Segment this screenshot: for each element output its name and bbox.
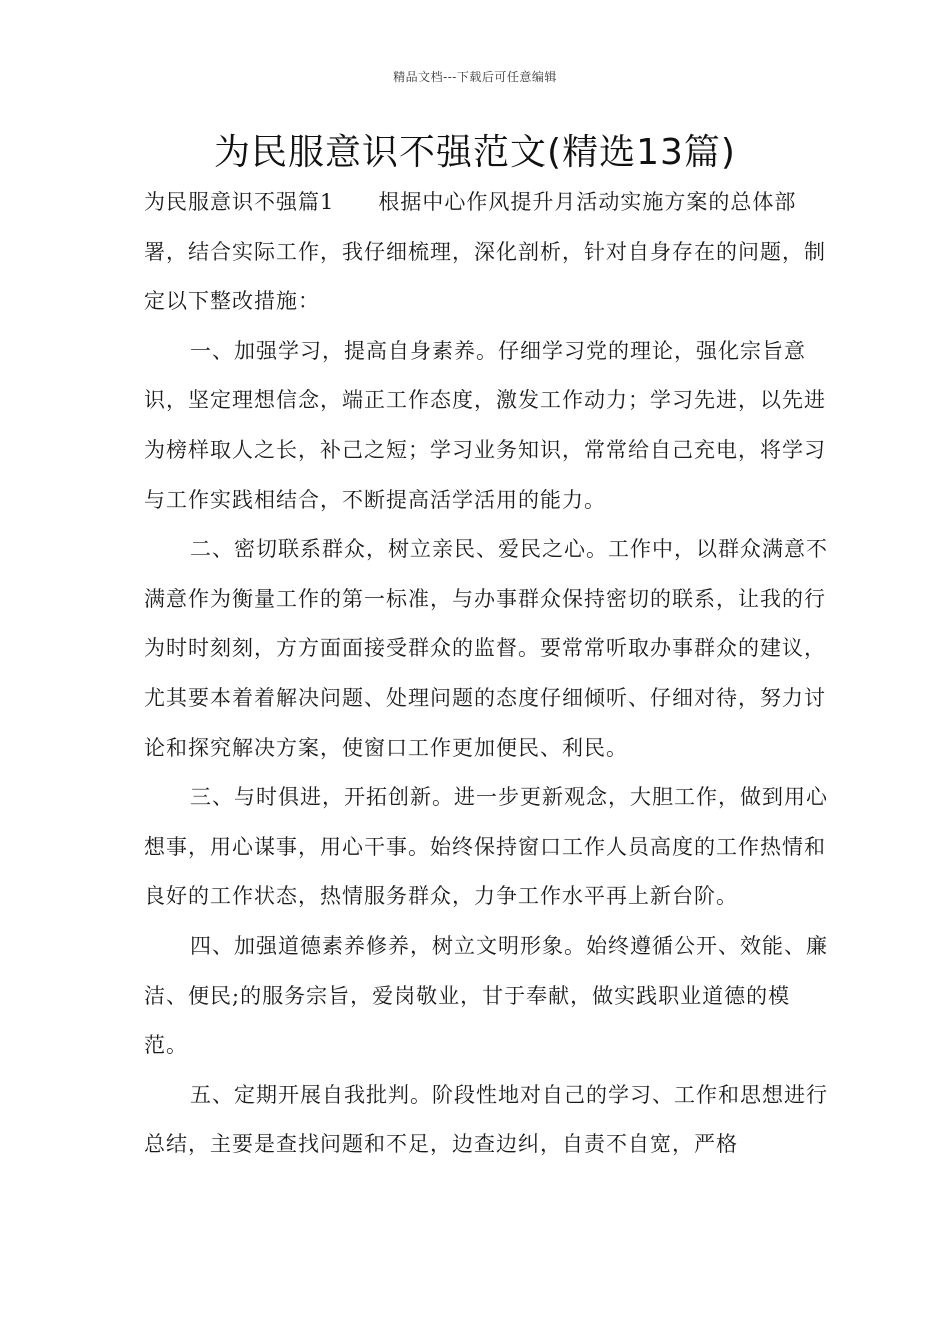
paragraph-1: 一、加强学习，提高自身素养。仔细学习党的理论，强化宗旨意识，坚定理想信念，端正工作态度，激发工作动力；学习先进，以先进为榜样取人之长，补己之短；学习业务知识，常常给自己充电，将学习与工作实践相结合，不断提高活学活用的能力。 <box>144 338 826 512</box>
document-body <box>144 178 834 1170</box>
paragraph-4: 四、加强道德素养修养，树立文明形象。始终遵循公开、效能、廉洁、便民;的服务宗旨，爱岗敬业，甘于奉献，做实践职业道德的模范。 <box>144 933 828 1058</box>
intro-lead: 为民服意识不强篇1 <box>144 190 335 214</box>
intro-paragraph <box>144 178 834 327</box>
paragraph-5: 五、定期开展自我批判。阶段性地对自己的学习、工作和思想进行总结，主要是查找问题和不足，边查边纠，自责不自宽，严格 <box>144 1082 828 1157</box>
document-title: 为民服意识不强范文(精选13篇) <box>214 132 736 173</box>
paragraph-2: 二、密切联系群众，树立亲民、爱民之心。工作中，以群众满意不满意作为衡量工作的第一标准，与办事群众保持密切的联系，让我的行为时时刻刻，方方面面接受群众的监督。要常常听取办事群众的建议，尤其要本着着解决问题、处理问题的态度仔细倾听、仔细对待，努力讨论和探究解决方案，使窗口工作更加便民、利民。 <box>144 537 828 760</box>
header-note: 精品文档---下载后可任意编辑 <box>393 70 557 84</box>
intro-text: 根据中心作风提升月活动实施方案的总体部署，结合实际工作，我仔细梳理，深化剖析，针对自身存在的问题，制定以下整改措施： <box>144 190 826 314</box>
paragraph-3: 三、与时俱进，开拓创新。进一步更新观念，大胆工作，做到用心想事，用心谋事，用心干事。始终保持窗口工作人员高度的工作热情和良好的工作状态，热情服务群众，力争工作水平再上新台阶。 <box>144 785 828 909</box>
